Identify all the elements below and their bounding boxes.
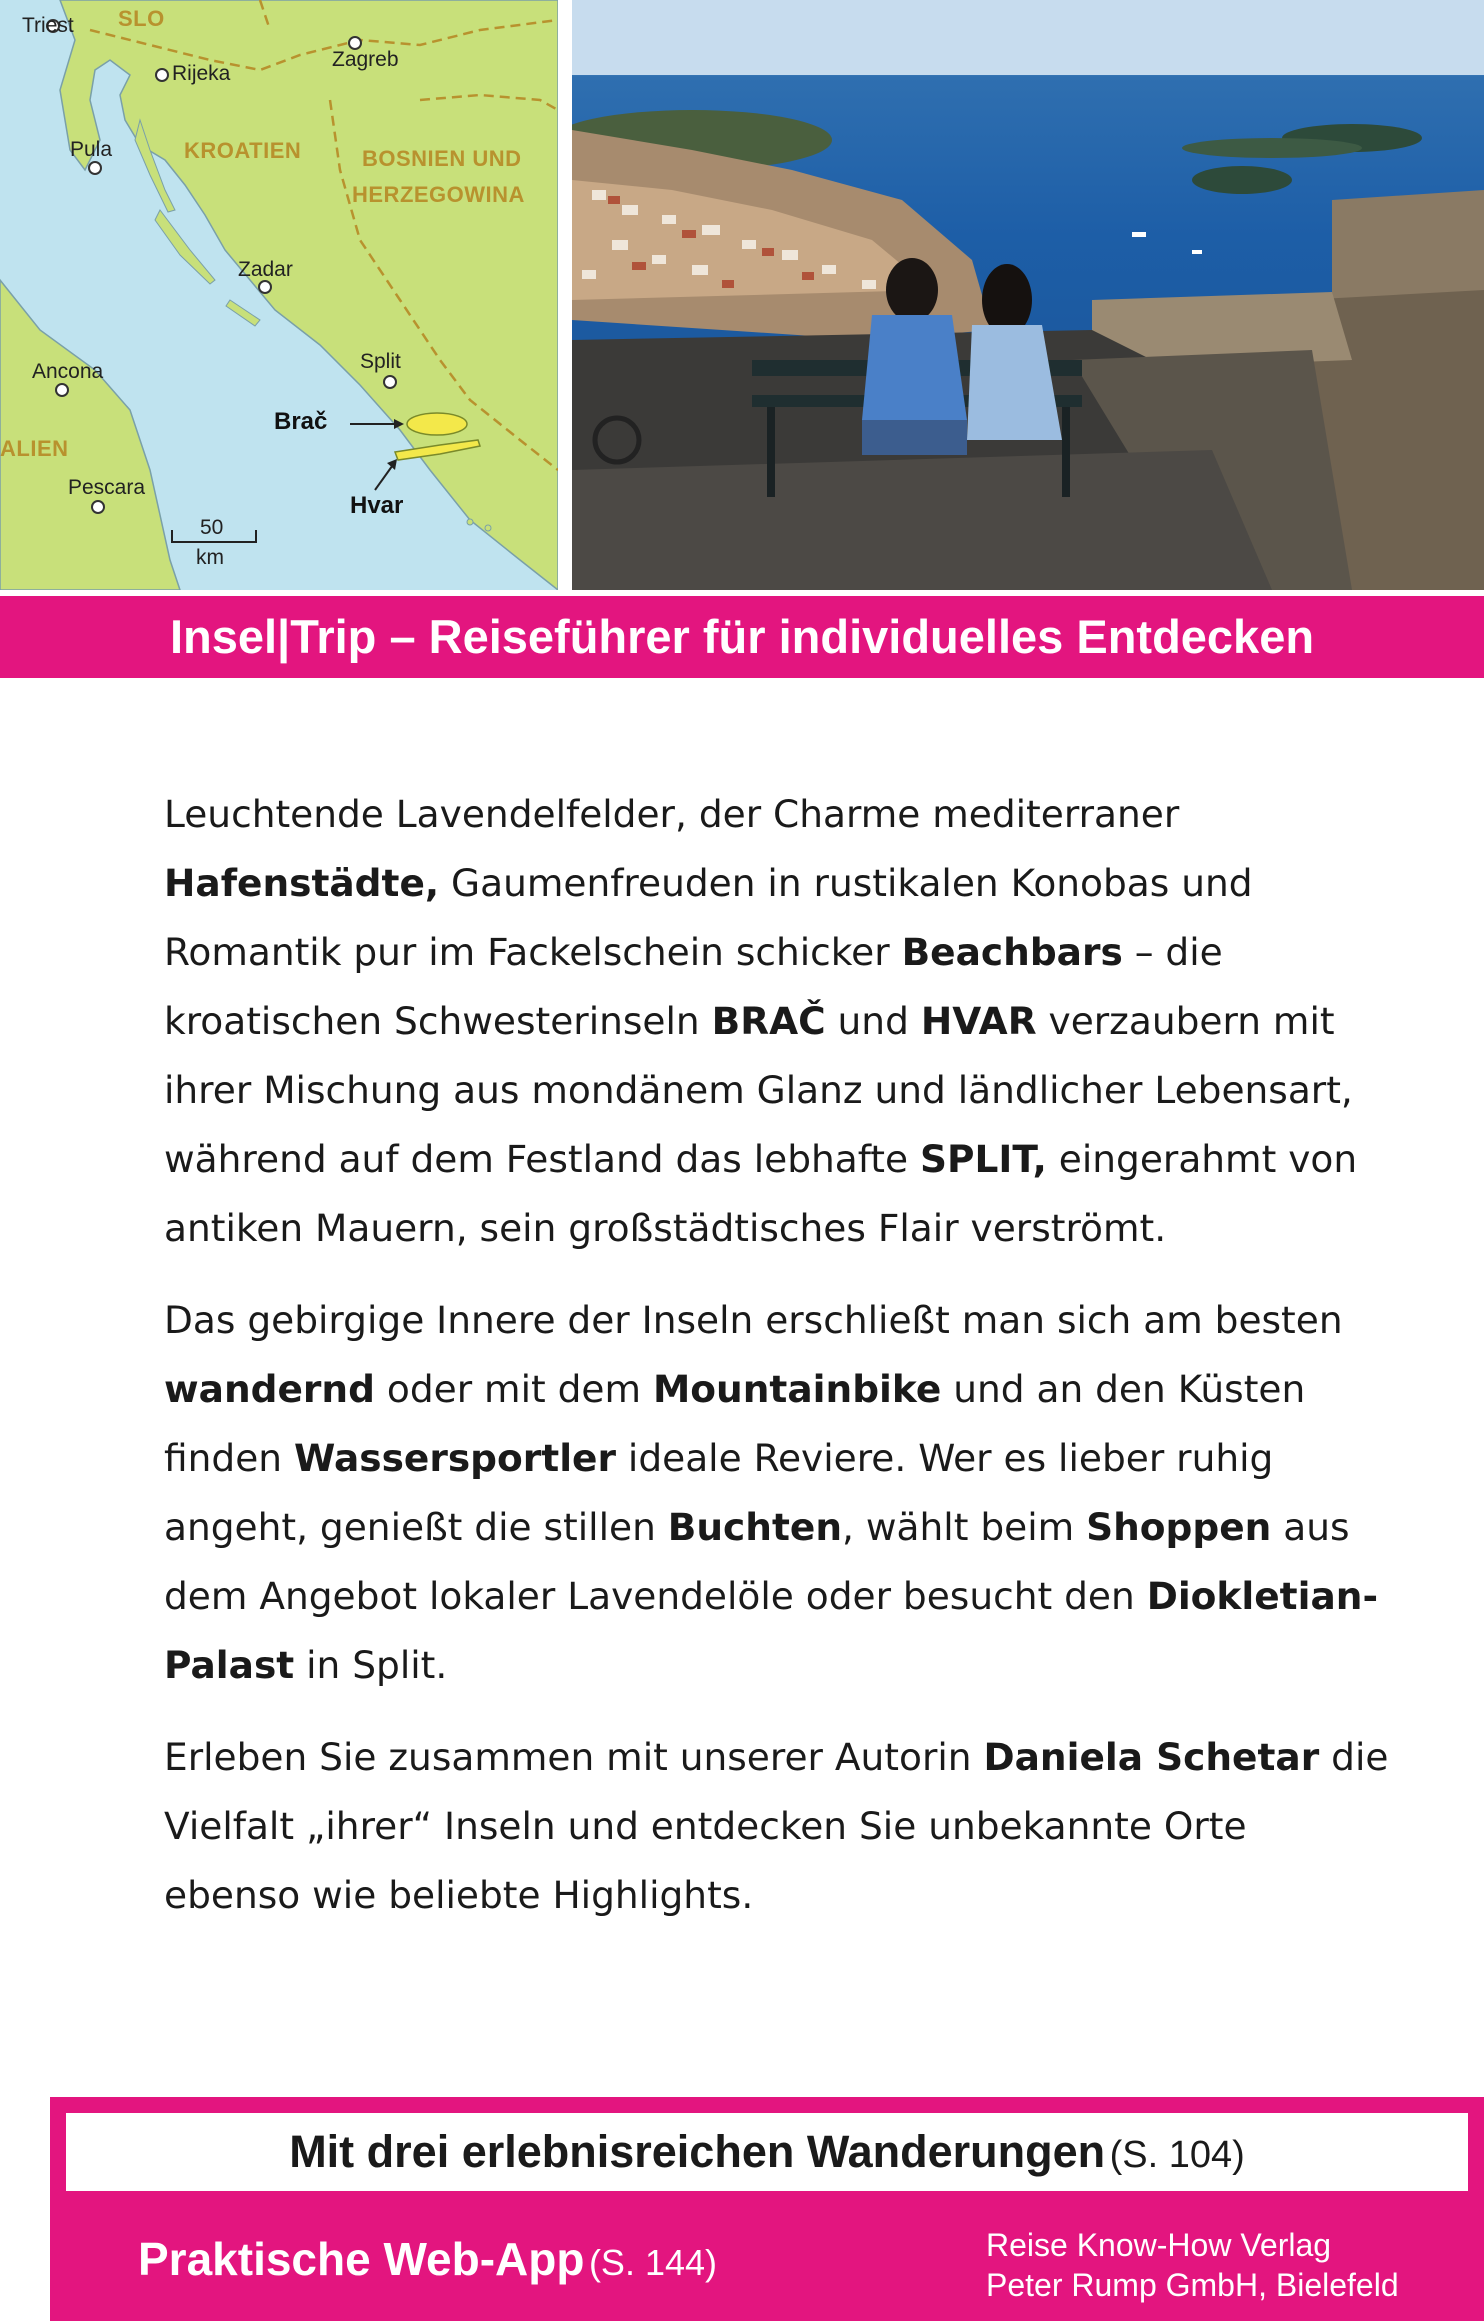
- map-shapes: [0, 0, 558, 590]
- island-label-hvar: Hvar: [350, 492, 404, 519]
- publisher-address: Peter Rump GmbH, Bielefeld: [986, 2267, 1399, 2303]
- city-label-pescara: Pescara: [68, 476, 146, 499]
- bold-phrase: SPLIT,: [920, 1137, 1047, 1181]
- text-run: Erleben Sie zusammen mit unserer Autorin: [164, 1735, 984, 1779]
- scale-value: 50: [200, 516, 224, 539]
- hikes-callout: [66, 2113, 1468, 2191]
- bold-phrase: BRAČ: [711, 999, 826, 1043]
- text-run: und: [825, 999, 921, 1043]
- bold-phrase: Buchten: [667, 1505, 843, 1549]
- bold-phrase: Shoppen: [1086, 1505, 1272, 1549]
- island-label-brac: Brač: [274, 408, 328, 435]
- photo-illustration: [572, 0, 1484, 590]
- brac-island-shape: [407, 413, 467, 435]
- bold-phrase: wandernd: [164, 1367, 375, 1411]
- city-label-triest: Triest: [22, 14, 74, 37]
- country-label-herzegowina: HERZEGOWINA: [352, 182, 525, 207]
- text-run: in Split.: [294, 1643, 448, 1687]
- hikes-label: Mit drei erlebnisreichen Wanderungen: [289, 2126, 1106, 2177]
- paragraph-author: [164, 1723, 1394, 1930]
- publisher-name: Reise Know-How Verlag: [986, 2227, 1332, 2263]
- text-run: aus dem Angebot lokaler Lavendelöle oder besucht den: [164, 1505, 1350, 1618]
- country-label-alien: ALIEN: [0, 436, 69, 461]
- city-label-zadar: Zadar: [238, 258, 293, 281]
- bold-phrase: Hafenstädte,: [164, 861, 440, 905]
- bold-phrase: Beachbars: [901, 930, 1123, 974]
- text-run: Leuchtende Lavendelfelder, der Charme mediterraner: [164, 792, 1180, 836]
- text-run: die Vielfalt „ihrer“ Inseln und entdecken Sie unbekannte Orte ebenso wie beliebte Highlights.: [164, 1735, 1389, 1917]
- city-label-zagreb: Zagreb: [332, 48, 399, 71]
- hikes-page-ref: (S. 104): [1109, 2134, 1245, 2176]
- text-run: Gaumenfreuden in rustikalen Konobas und Romantik pur im Fackelschein schicker: [164, 861, 1253, 974]
- text-run: ideale Reviere. Wer es lieber ruhig angeht, genießt die stillen: [164, 1436, 1274, 1549]
- text-run: verzaubern mit ihrer Mischung aus mondänem Glanz und ländlicher Lebensart, während auf dem Festland das lebhafte: [164, 999, 1353, 1181]
- bold-phrase: Wassersportler: [293, 1436, 616, 1480]
- series-banner: Insel|Trip – Reiseführer für individuelles Entdecken: [0, 596, 1484, 678]
- webapp-callout: [138, 2232, 717, 2286]
- paragraph-activities: [164, 1286, 1394, 1700]
- city-label-rijeka: Rijeka: [172, 62, 231, 85]
- text-run: , wählt beim: [842, 1505, 1087, 1549]
- webapp-page-ref: (S. 144): [588, 2242, 717, 2283]
- country-label-bosnien: BOSNIEN UND: [362, 146, 522, 171]
- paragraph-intro: [164, 780, 1394, 1263]
- bold-phrase: Diokletian-Palast: [164, 1574, 1379, 1687]
- overview-map: [0, 0, 558, 590]
- text-run: oder mit dem: [374, 1367, 653, 1411]
- hvar-fortress-photo: [572, 0, 1484, 590]
- text-run: und an den Küsten finden: [164, 1367, 1306, 1480]
- webapp-label: Praktische Web-App: [138, 2233, 585, 2285]
- city-label-split: Split: [360, 350, 401, 373]
- text-run: eingerahmt von antiken Mauern, sein großstädtisches Flair verströmt.: [164, 1137, 1358, 1250]
- publisher-info: [986, 2225, 1399, 2305]
- bottom-band: [50, 2097, 1484, 2321]
- bold-phrase: HVAR: [920, 999, 1037, 1043]
- description-text: [164, 780, 1394, 1953]
- city-label-pula: Pula: [70, 138, 113, 161]
- city-label-ancona: Ancona: [32, 360, 104, 383]
- text-run: – die kroatischen Schwesterinseln: [164, 930, 1223, 1043]
- bold-phrase: Mountainbike: [652, 1367, 942, 1411]
- bold-phrase: Daniela Schetar: [983, 1735, 1320, 1779]
- country-label-slo: SLO: [118, 6, 165, 31]
- text-run: Das gebirgige Innere der Inseln erschließt man sich am besten: [164, 1298, 1343, 1342]
- scale-unit: km: [196, 546, 224, 569]
- country-label-kroatien: KROATIEN: [184, 138, 302, 163]
